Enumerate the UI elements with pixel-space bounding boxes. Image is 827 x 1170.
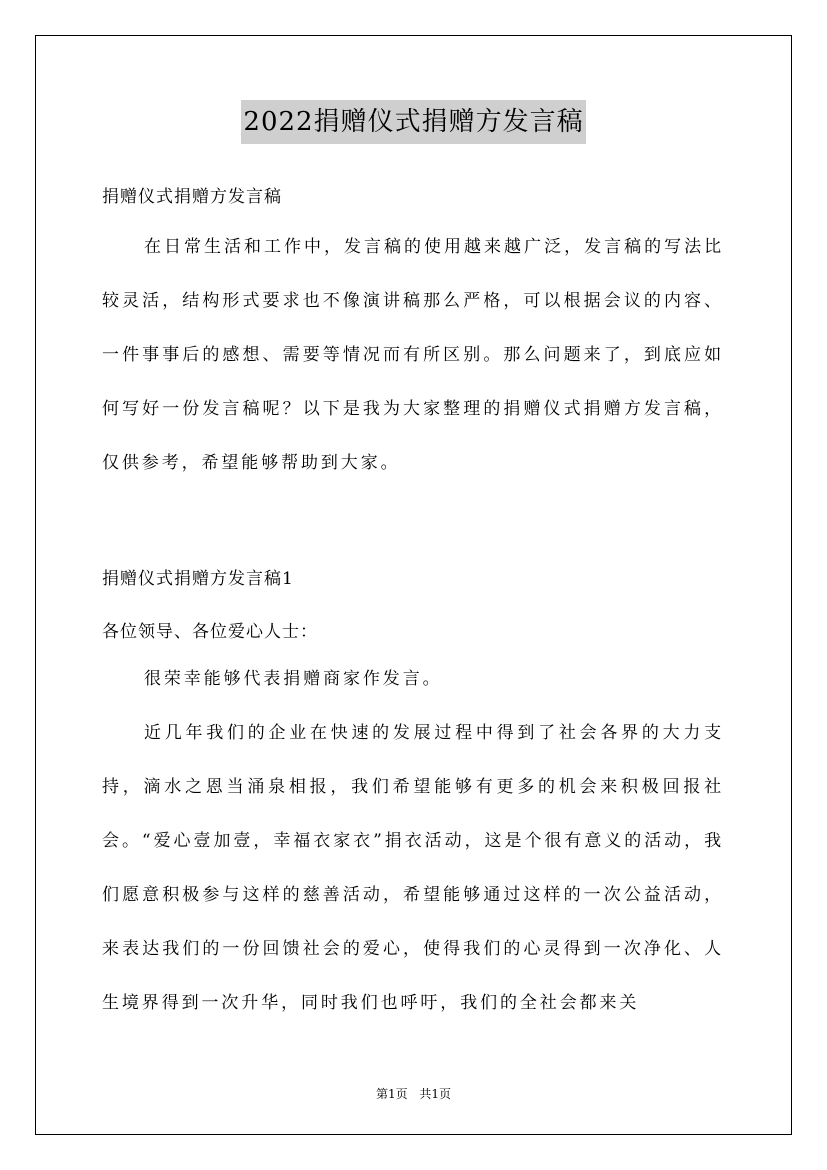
intro-paragraph: 在日常生活和工作中，发言稿的使用越来越广泛，发言稿的写法比较灵活，结构形式要求也不像演讲稿那么严格，可以根据会议的内容、一件事事后的感想、需要等情况而有所区别。那么问题来了，到底应如何写好一份发言稿呢？以下是我为大家整理的捐赠仪式捐赠方发言稿，仅供参考，希望能够帮助到大家。 [102,237,724,473]
title-container [0,100,827,144]
section-heading: 捐赠仪式捐赠方发言稿1 [102,569,294,589]
intro-block [102,220,724,490]
speech-paragraph-2: 近几年我们的企业在快速的发展过程中得到了社会各界的大力支持，滴水之恩当涌泉相报，我们希望能够有更多的机会来积极回报社会。“爱心壹加壹，幸福衣家衣”捐衣活动，这是个很有意义的活动，我们愿意积极参与这样的慈善活动，希望能够通过这样的一次公益活动，来表达我们的一份回馈社会的爱心，使得我们的心灵得到一次净化、人生境界得到一次升华，同时我们也呼吁，我们的全社会都来关 [102,723,724,1013]
page-number: 第1页 [375,1087,408,1101]
speech-paragraph-1: 很荣幸能够代表捐赠商家作发言。 [144,669,443,689]
page-total: 共1页 [419,1087,452,1101]
page-footer [0,1085,827,1102]
speech-body [102,652,724,1030]
document-subtitle: 捐赠仪式捐赠方发言稿 [102,187,282,207]
salutation: 各位领导、各位爱心人士： [102,622,318,642]
document-title: 2022捐赠仪式捐赠方发言稿 [241,100,585,144]
